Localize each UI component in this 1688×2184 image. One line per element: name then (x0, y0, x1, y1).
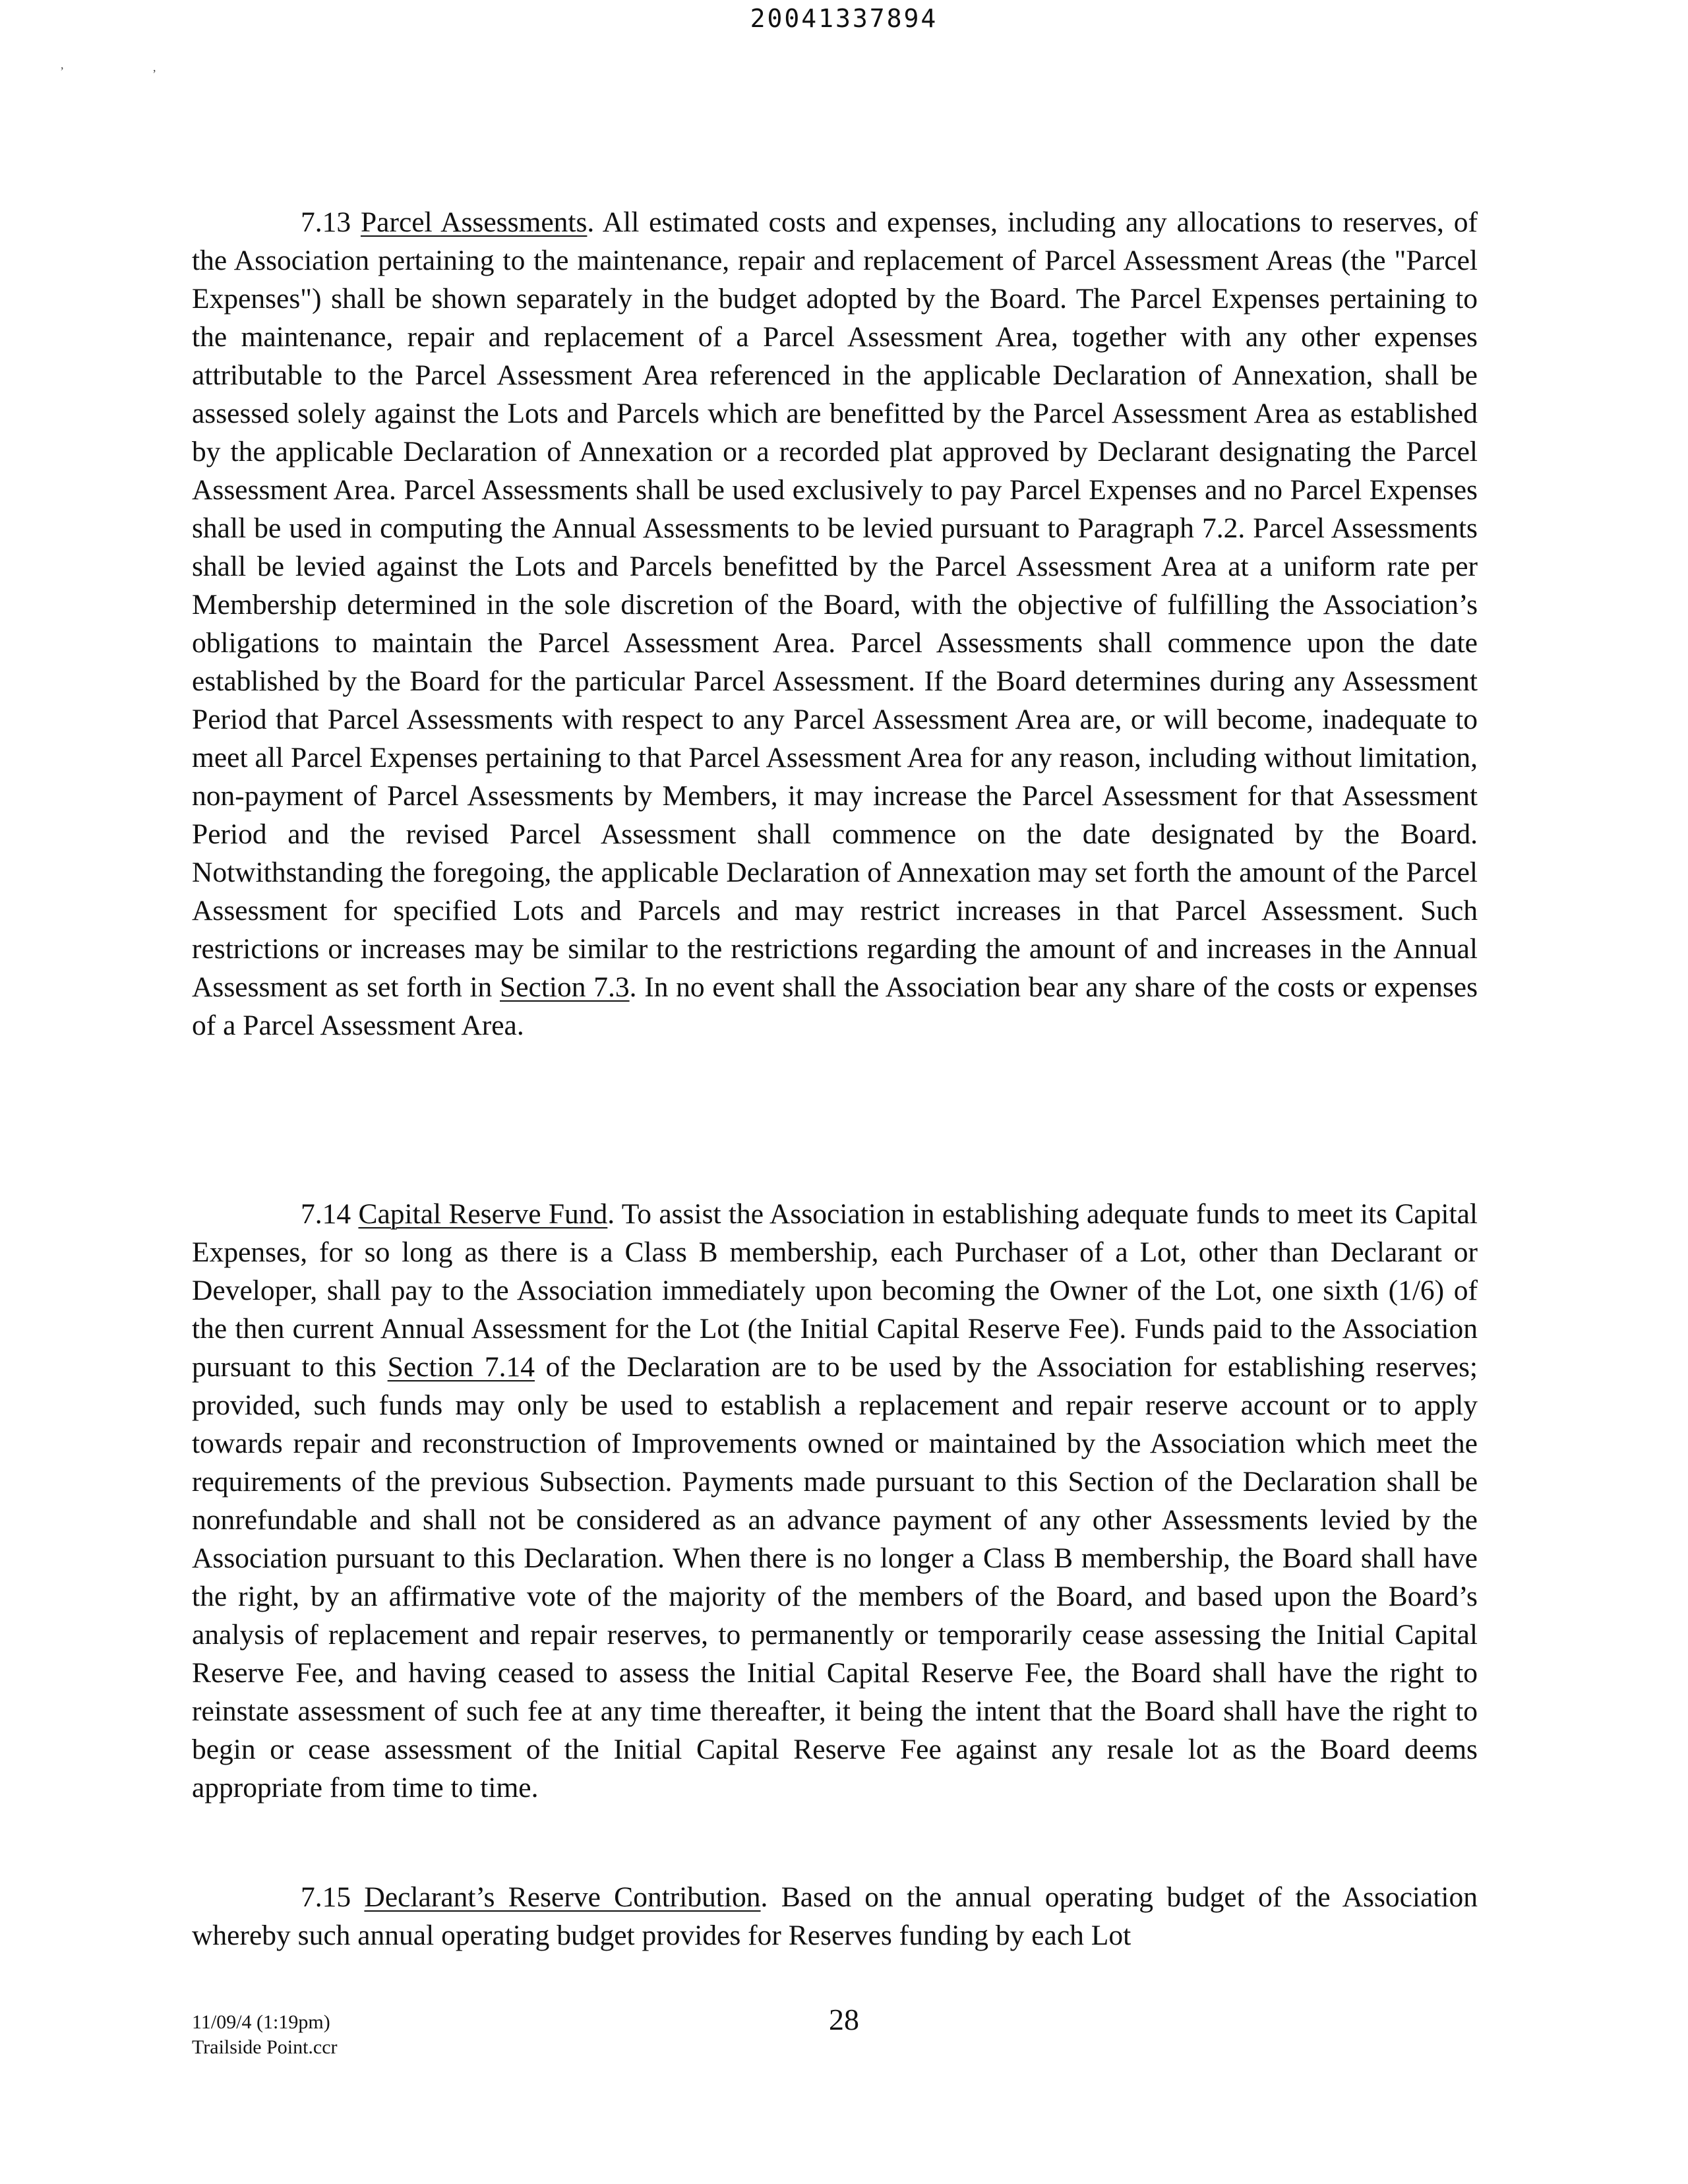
section-body: . Based on the annual operating budget of the Association whereby such annual operating budget provides for Reserves funding by each Lot (192, 1881, 1478, 1951)
section-7-13-paragraph (192, 203, 1478, 1045)
section-7-15 (192, 1878, 1478, 1955)
document-number: 20041337894 (750, 4, 938, 33)
page-number: 28 (829, 2003, 859, 2036)
section-reference: Section 7.3 (500, 971, 630, 1003)
section-7-15-paragraph (192, 1878, 1478, 1955)
section-body: . All estimated costs and expenses, including any allocations to reserves, of the Association pertaining to the maintenance, repair and replacement of Parcel Assessment Areas (the "Parcel Expenses") shall be shown separately in the budget adopted by the Board. The Parcel Expenses pertaining to the maintenance, repair and replacement of a Parcel Assessment Area, together with any other expenses attributable to the Parcel Assessment Area referenced in the applicable Declaration of Annexation, shall be assessed solely against the Lots and Parcels which are benefitted by the Parcel Assessment Area as established by the applicable Declaration of Annexation or a recorded plat approved by Declarant designating the Parcel Assessment Area. Parcel Assessments shall be used exclusively to pay Parcel Expenses and no Parcel Expenses shall be used in computing the Annual Assessments to be levied pursuant to Paragraph 7.2. Parcel Assessments shall be levied against the Lots and Parcels benefitted by the Parcel Assessment Area at a uniform rate per Membership determined in the sole discretion of the Board, with the objective of fulfilling the Association’s obligations to maintain the Parcel Assessment Area. Parcel Assessments shall commence upon the date established by the Board for the particular Parcel Assessment. If the Board determines during any Assessment Period that Parcel Assessments with respect to any Parcel Assessment Area are, or will become, inadequate to meet all Parcel Expenses pertaining to that Parcel Assessment Area for any reason, including without limitation, non-payment of Parcel Assessments by Members, it may increase the Parcel Assessment for that Assessment Period and the revised Parcel Assessment shall commence on the date designated by the Board. Notwithstanding the foregoing, the applicable Declaration of Annexation may set forth the amount of the Parcel Assessment for specified Lots and Parcels and may restrict increases in that Parcel Assessment. Such restrictions or increases may be similar to the restrictions regarding the amount of and increases in the Annual Assessment as set forth in (192, 206, 1478, 1003)
section-7-14-paragraph (192, 1195, 1478, 1807)
section-7-13 (192, 203, 1478, 1045)
section-title: Declarant’s Reserve Contribution (364, 1881, 761, 1913)
section-title: Capital Reserve Fund (358, 1198, 608, 1230)
section-body-tail: of the Declaration are to be used by the Association for establishing reserves; provided, such funds may only be used to establish a replacement and repair reserve account or to apply towards repair and reconstruction of Improvements owned or maintained by the Association which meet the requirements of the previous Subsection. Payments made pursuant to this Section of the Declaration shall be nonrefundable and shall not be considered as an advance payment of any other Assessments levied by the Association pursuant to this Declaration. When there is no longer a Class B membership, the Board shall have the right, by an affirmative vote of the majority of the members of the Board, and based upon the Board’s analysis of replacement and repair reserves, to permanently or temporarily cease assessing the Initial Capital Reserve Fee, and having ceased to assess the Initial Capital Reserve Fee, the Board shall have the right to reinstate assessment of such fee at any time thereafter, it being the intent that the Board shall have the right to begin or cease assessment of the Initial Capital Reserve Fee against any resale lot as the Board deems appropriate from time to time. (192, 1351, 1478, 1804)
section-number: 7.14 (301, 1198, 351, 1230)
document-page: 20041337894 , , 7.13 Parcel Assessments. All estimated costs and expenses, including any allocations to reserves, of the Association pertaining to the maintenance, repair and replacement of Parcel Assessment Areas (the "Parcel Expenses") shall be shown separately in the budget adopted by the Board. The Parcel Expenses pertaining to the maintenance, repair and replacement of a Parcel Assessment Area, together with any other expenses attributable to the Parcel Assessment Area referenced in the applicable Declaration of Annexation, shall be assessed solely against the Lots and Parcels which are benefitted by the Parcel Assessment Area as established by the applicable Declaration of Annexation or a recorded plat approved by Declarant designating the Parcel Assessment Area. Parcel Assessments shall be used exclusively to pay Parcel Expenses and no Parcel Expenses shall be used in computing the Annual Assessments to be levied pursuant to Paragraph 7.2. Parcel Assessments shall be levied against the Lots and Parcels benefitted by the Parcel Assessment Area at a uniform rate per Membership determined in the sole discretion of the Board, with the objective of fulfilling the Association’s obligations to maintain the Parcel Assessment Area. Parcel Assessments shall commence upon the date established by the Board for the particular Parcel Assessment. If the Board determines during any Assessment Period that Parcel Assessments with respect to any Parcel Assessment Area are, or will become, inadequate to meet all Parcel Expenses pertaining to that Parcel Assessment Area for any reason, including without limitation, non-payment of Parcel Assessments by Members, it may increase the Parcel Assessment for that Assessment Period and the revised Parcel Assessment shall commence on the date designated by the Board. Notwithstanding the foregoing, the applicable Declaration of Annexation may set forth the amount of the Parcel Assessment for specified Lots and Parcels and may restrict increases in that Parcel Assessment. Such restrictions or increases may be similar to the restrictions regarding the amount of and increases in the Annual Assessment as set forth in Section 7.3. In no event shall the Association bear any share of the costs or expenses of a Parcel Assessment Area. 7.14 Capital Reserve Fund. To assist the Association in establishing adequate funds to meet its Capital Expenses, for so long as there is a Class B membership, each Purchaser of a Lot, other than Declarant or Developer, shall pay to the Association immediately upon becoming the Owner of the Lot, one sixth (1/6) of the then current Annual Assessment for the Lot (the Initial Capital Reserve Fee). Funds paid to the Association pursuant to this Section 7.14 of the Declaration are to be used by the Association for establishing reserves; provided, such funds may only be used to establish a replacement and repair reserve account or to apply towards repair and reconstruction of Improvements owned or maintained by the Association which meet the requirements of the previous Subsection. Payments made pursuant to this Section of the Declaration shall be nonrefundable and shall not be considered as an advance payment of any other Assessments levied by the Association pursuant to this Declaration. When there is no longer a Class B membership, the Board shall have the right, by an affirmative vote of the majority of the members of the Board, and based upon the Board’s analysis of replacement and repair reserves, to permanently or temporarily cease assessing the Initial Capital Reserve Fee, and having ceased to assess the Initial Capital Reserve Fee, the Board shall have the right to reinstate assessment of such fee at any time thereafter, it being the intent that the Board shall have the right to begin or cease assessment of the Initial Capital Reserve Fee against any resale lot as the Board deems appropriate from time to time. 7.15 Declarant’s Reserve Contribution. Based on the annual operating budget of the Association whereby such annual operating budget provides for Reserves funding by each Lot 11/09/4 (1:19pm) Trailside Point.ccr 28 (0, 0, 1688, 2184)
section-number: 7.13 (301, 206, 351, 238)
section-body: . To assist the Association in establishing adequate funds to meet its Capital Expenses, for so long as there is a Class B membership, each Purchaser of a Lot, other than Declarant or Developer, shall pay to the Association immediately upon becoming the Owner of the Lot, one sixth (1/6) of the then current Annual Assessment for the Lot (the Initial Capital Reserve Fee). Funds paid to the Association pursuant to this (192, 1198, 1478, 1383)
section-7-14 (192, 1195, 1478, 1807)
section-number: 7.15 (301, 1881, 351, 1913)
section-title: Parcel Assessments (360, 206, 588, 238)
footer-filename: Trailside Point.ccr (192, 2036, 338, 2058)
footer-date: 11/09/4 (1:19pm) (192, 2011, 330, 2033)
section-body-tail: . In no event shall the Association bear any share of the costs or expenses of a Parcel Assessment Area. (192, 971, 1478, 1041)
section-reference: Section 7.14 (387, 1351, 535, 1383)
